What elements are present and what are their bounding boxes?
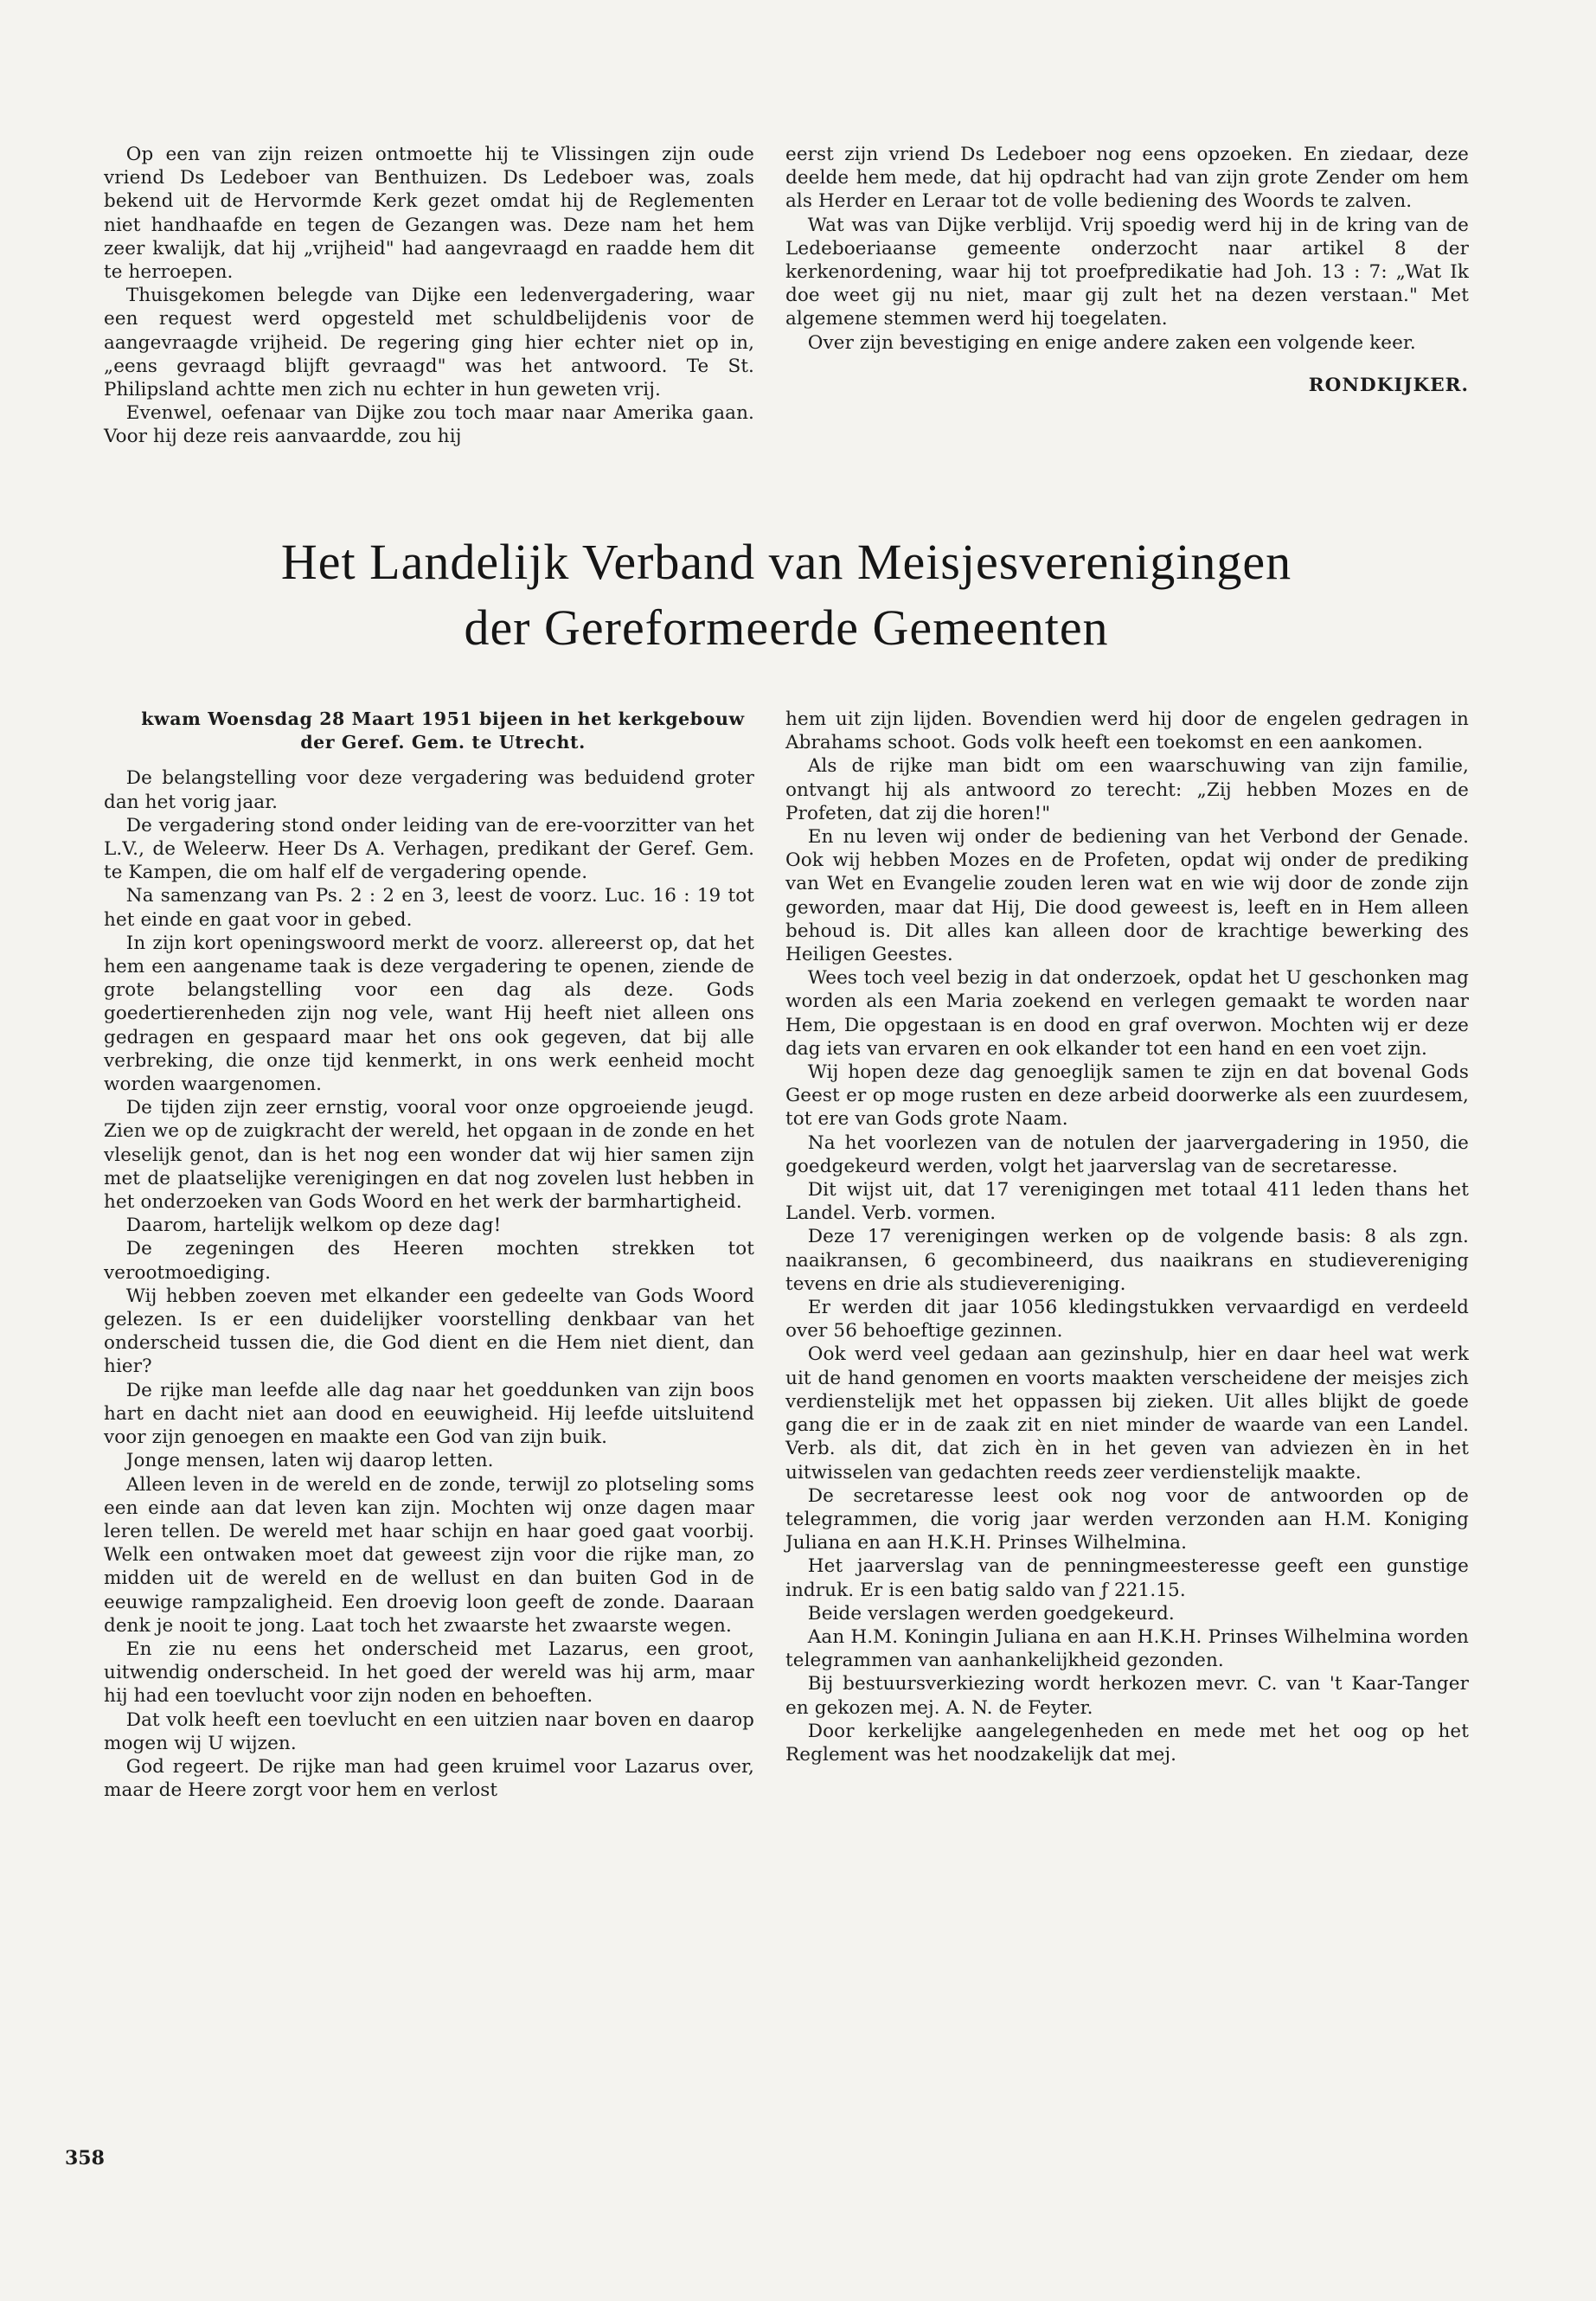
paragraph: Deze 17 verenigingen werken op de volgende basis: 8 als zgn. naaikransen, 6 gecombineerd, dus naaikrans en studievereniging tevens en drie als studievereniging. <box>785 1226 1469 1295</box>
article-intro: kwam Woensdag 28 Maart 1951 bijeen in het kerkgebouw der Geref. Gem. te Utrecht. <box>141 708 745 753</box>
paragraph: En zie nu eens het onderscheid met Lazarus, een groot, uitwendig onderscheid. In het goed der wereld was hij arm, maar hij had een toevlucht voor zijn noden en behoeften. <box>104 1638 754 1708</box>
paragraph: eerst zijn vriend Ds Ledeboer nog eens opzoeken. En ziedaar, deze deelde hem mede, dat hij opdracht had van zijn grote Zender om hem als Herder en Leraar tot de volle bediening des Woords te zalven. <box>785 144 1469 213</box>
paragraph: Op een van zijn reizen ontmoette hij te Vlissingen zijn oude vriend Ds Ledeboer van Benthuizen. Ds Ledeboer was, zoals bekend uit de Hervormde Kerk gezet omdat hij de Reglementen niet handhaafde en tegen de Gezangen was. Deze nam het hem zeer kwalijk, dat hij „vrijheid" had aangevraagd en raadde hem dit te herroepen. <box>104 144 754 284</box>
paragraph: Evenwel, oefenaar van Dijke zou toch maar naar Amerika gaan. Voor hij deze reis aanvaardde, zou hij <box>104 402 754 448</box>
paragraph: Aan H.M. Koningin Juliana en aan H.K.H. Prinses Wilhelmina worden telegrammen van aanhankelijkheid gezonden. <box>785 1625 1469 1672</box>
paragraph: Jonge mensen, laten wij daarop letten. <box>125 1450 494 1472</box>
paragraph: Door kerkelijke aangelegenheden en mede met het oog op het Reglement was het noodzakelijk dat mej. <box>785 1720 1469 1766</box>
author-signature: RONDKIJKER. <box>1308 374 1469 396</box>
paragraph: Alleen leven in de wereld en de zonde, terwijl zo plotseling soms een einde aan dat leven kan zijn. Mochten wij onze dagen maar leren tellen. De wereld met haar schijn en haar goed gaat voorbij. Welk een ontwaken moet dat geweest zijn voor die rijke man, zo midden uit de wereld en de wellust en dan buiten God in de eeuwige rampzaligheid. Een droevig loon geeft de zonde. Daaraan denk je nooit te jong. Laat toch het zwaarste het zwaarste wegen. <box>104 1473 754 1637</box>
paragraph: De tijden zijn zeer ernstig, vooral voor onze opgroeiende jeugd. Zien we op de zuigkracht der wereld, het opgaan in de zonde en het vleselijk genot, dan is het nog een wonder dat wij hier samen zijn met de plaatselijke verenigingen en dat nog zovelen lust hebben in het onderzoeken van Gods Woord en het werk der barmhartigheid. <box>104 1097 754 1214</box>
paragraph: Wij hopen deze dag genoeglijk samen te zijn en dat bovenal Gods Geest er op moge rusten en deze arbeid doorwerke als een zuurdesem, tot ere van Gods grote Naam. <box>785 1061 1469 1131</box>
paragraph: Over zijn bevestiging en enige andere zaken een volgende keer. <box>807 331 1416 354</box>
paragraph: Beide verslagen werden goedgekeurd. <box>807 1602 1175 1625</box>
paragraph: Wees toch veel bezig in dat onderzoek, opdat het U geschonken mag worden als een Maria zoekend en verlegen gemaakt te worden naar Hem, Die opgestaan is en dood en graf overwon. Mochten wij er deze dag iets van ervaren en ook elkander tot een hand en een voet zijn. <box>785 967 1469 1060</box>
bottom-right-column <box>785 708 1469 1766</box>
title-line-2: der Gereformeerde Gemeenten <box>464 599 1109 656</box>
page-number: 358 <box>65 2147 105 2170</box>
paragraph: God regeert. De rijke man had geen kruimel voor Lazarus over, maar de Heere zorgt voor hem en verlost <box>104 1755 754 1802</box>
bottom-left-column <box>104 708 754 1802</box>
paragraph: Wij hebben zoeven met elkander een gedeelte van Gods Woord gelezen. Is er een duidelijker voorstelling denkbaar van het onderscheid tussen die, die God dient en die Hem niet dient, dan hier? <box>104 1285 754 1378</box>
paragraph: Thuisgekomen belegde van Dijke een ledenvergadering, waar een request werd opgesteld met schuldbelijdenis voor de aangevraagde vrijheid. De regering ging hier echter niet op in, „eens gevraagd blijft gevraagd" was het antwoord. Te St. Philipsland achtte men zich nu echter in hun geweten vrij. <box>104 285 754 401</box>
top-right-column <box>785 143 1469 397</box>
paragraph: De zegeningen des Heeren mochten strekken tot verootmoediging. <box>104 1238 754 1284</box>
paragraph: Dit wijst uit, dat 17 verenigingen met totaal 411 leden thans het Landel. Verb. vormen. <box>785 1179 1469 1225</box>
article-title <box>104 529 1469 661</box>
paragraph: De belangstelling voor deze vergadering was beduidend groter dan het vorig jaar. <box>104 767 754 813</box>
paragraph: De rijke man leefde alle dag naar het goeddunken van zijn boos hart en dacht niet aan dood en eeuwigheid. Hij leefde uitsluitend voor zijn genoegen en maakte een God van zijn buik. <box>104 1379 754 1449</box>
paragraph: Als de rijke man bidt om een waarschuwing van zijn familie, ontvangt hij als antwoord zo terecht: „Zij hebben Mozes en de Profeten, dat zij die horen!" <box>785 755 1469 824</box>
paragraph: In zijn kort openingswoord merkt de voorz. allereerst op, dat het hem een aangename taak is deze vergadering te openen, ziende de grote belangstelling voor een dag als deze. Gods goedertierenheden zijn nog vele, want Hij heeft niet alleen ons gedragen en gespaard maar het ons ook gegeven, dat bij alle verbreking, die onze tijd kenmerkt, in ons werk eenheid mocht worden waargenomen. <box>104 932 754 1096</box>
paragraph: Het jaarverslag van de penningmeesteresse geeft een gunstige indruk. Er is een batig saldo van ƒ 221.15. <box>785 1555 1469 1601</box>
top-left-column <box>104 143 754 449</box>
paragraph: Na het voorlezen van de notulen der jaarvergadering in 1950, die goedgekeurd werden, volgt het jaarverslag van de secretaresse. <box>785 1131 1469 1177</box>
paragraph: Bij bestuursverkiezing wordt herkozen mevr. C. van 't Kaar-Tanger en gekozen mej. A. N. de Feyter. <box>785 1673 1469 1719</box>
paragraph: En nu leven wij onder de bediening van het Verbond der Genade. Ook wij hebben Mozes en de Profeten, opdat wij onder de prediking van Wet en Evangelie zouden leren wat en wie wij door de zonde zijn geworden, maar dat Hij, Die dood geweest is, leeft en in Hem alleen behoud is. Dit alles kan alleen door de krachtige bewerking des Heiligen Geestes. <box>785 826 1469 966</box>
paragraph: Daarom, hartelijk welkom op deze dag! <box>125 1215 502 1237</box>
paragraph: Na samenzang van Ps. 2 : 2 en 3, leest de voorz. Luc. 16 : 19 tot het einde en gaat voor in gebed. <box>104 885 754 931</box>
paragraph: Er werden dit jaar 1056 kledingstukken vervaardigd en verdeeld over 56 behoeftige gezinnen. <box>785 1297 1469 1343</box>
paragraph: Ook werd veel gedaan aan gezinshulp, hier en daar heel wat werk uit de hand genomen en voorts maakten verscheidene der meisjes zich verdienstelijk met het oppassen bij zieken. Uit alles blijkt de goede gang die er in de zaak zit en niet minder de waarde van een Landel. Verb. als dit, dat zich èn in het geven van adviezen èn in het uitwisselen van gedachten reeds zeer verdienstelijk maakte. <box>785 1343 1469 1484</box>
paragraph: hem uit zijn lijden. Bovendien werd hij door de engelen gedragen in Abrahams schoot. Gods volk heeft een toekomst en een aankomen. <box>785 708 1469 754</box>
paragraph: Wat was van Dijke verblijd. Vrij spoedig werd hij in de kring van de Ledeboeriaanse gemeente onderzocht naar artikel 8 der kerkenordening, waar hij tot proefpredikatie had Joh. 13 : 7: „Wat Ik doe weet gij nu niet, maar gij zult het na dezen verstaan." Met algemene stemmen werd hij toegelaten. <box>785 214 1469 330</box>
title-line-1: Het Landelijk Verband van Meisjesverenigingen <box>280 534 1292 590</box>
paragraph: De secretaresse leest ook nog voor de antwoorden op de telegrammen, die vorig jaar werden verzonden aan H.M. Koniging Juliana en aan H.K.H. Prinses Wilhelmina. <box>785 1484 1469 1554</box>
paragraph: Dat volk heeft een toevlucht en een uitzien naar boven en daarop mogen wij U wijzen. <box>104 1708 754 1754</box>
paragraph: De vergadering stond onder leiding van de ere-voorzitter van het L.V., de Weleerw. Heer Ds A. Verhagen, predikant der Geref. Gem. te Kampen, die om half elf de vergadering opende. <box>104 814 754 884</box>
